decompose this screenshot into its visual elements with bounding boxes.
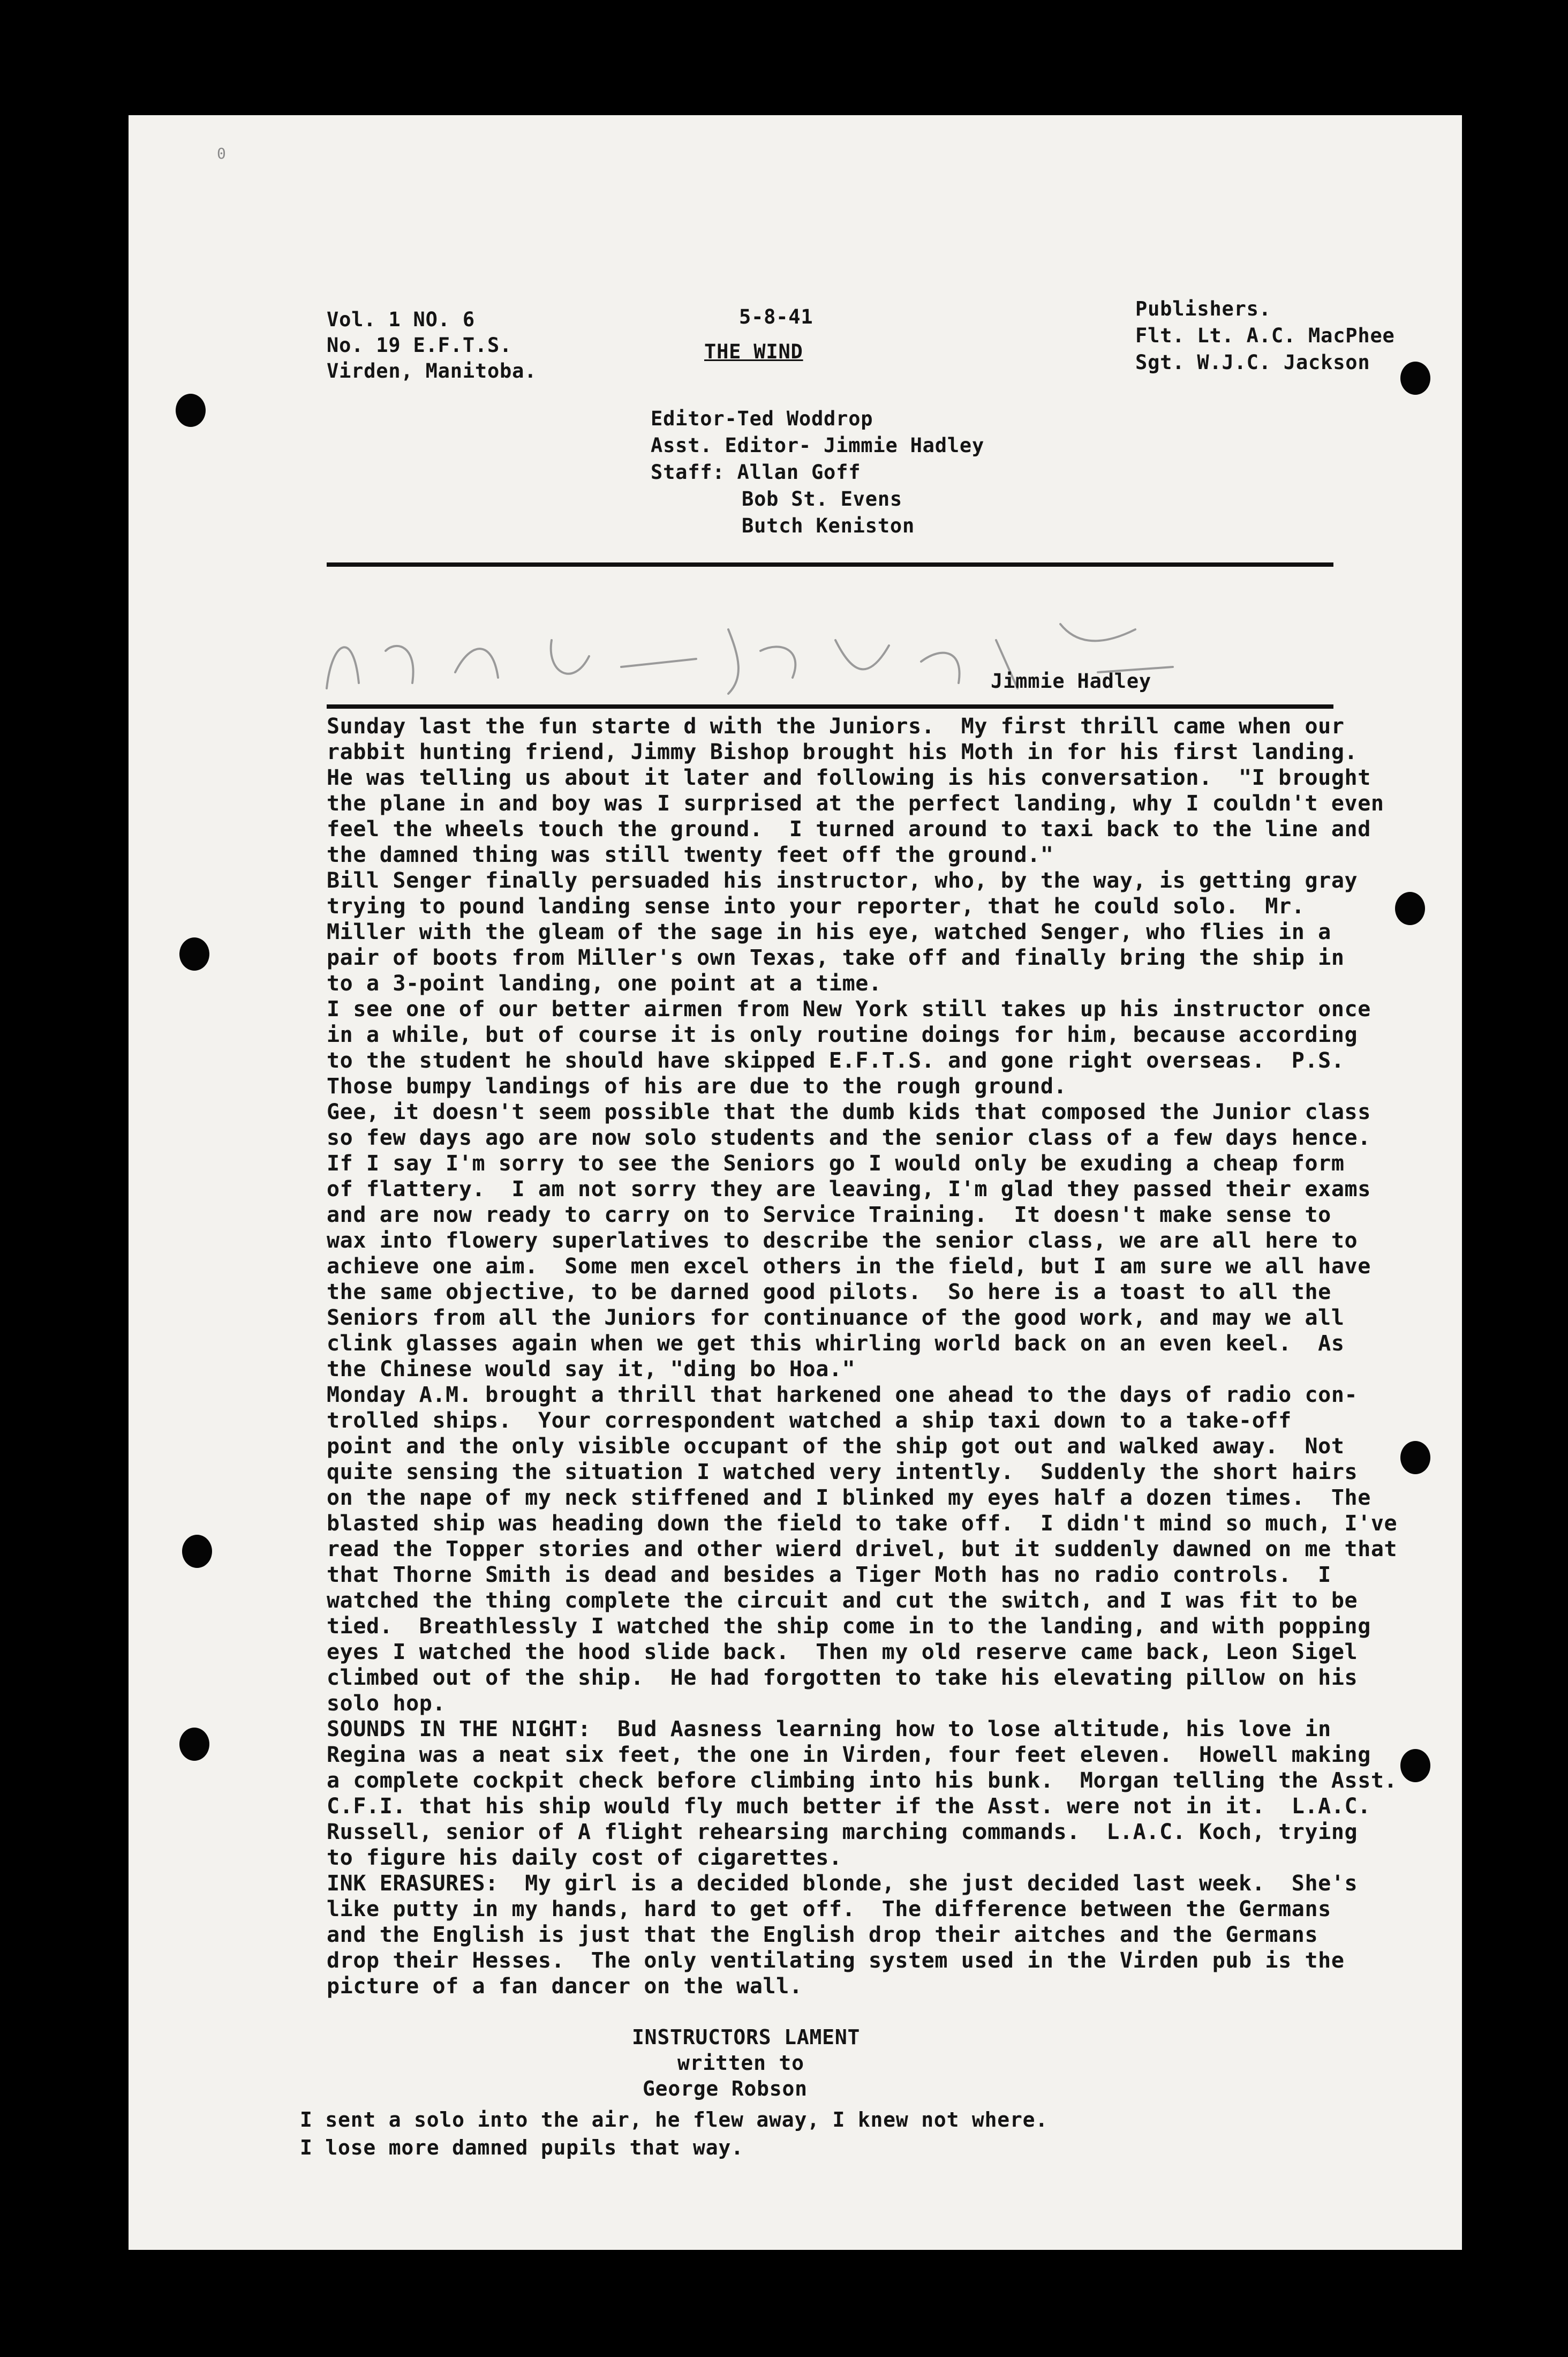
body-line: to a 3-point landing, one point at a time. xyxy=(327,971,882,996)
body-line: Monday A.M. brought a thrill that harkened one ahead to the days of radio con- xyxy=(327,1383,1358,1407)
staff-member: Butch Keniston xyxy=(742,514,915,537)
body-line: INK ERASURES: My girl is a decided blonde, she just decided last week. She's xyxy=(327,1871,1358,1896)
punch-hole-lower-right xyxy=(1400,1441,1430,1474)
issue-date: 5-8-41 xyxy=(739,305,813,328)
document-page xyxy=(129,115,1462,2250)
header-rule xyxy=(327,562,1333,567)
body-line: that Thorne Smith is dead and besides a Tiger Moth has no radio controls. I xyxy=(327,1563,1331,1587)
body-line: pair of boots from Miller's own Texas, take off and finally bring the ship in xyxy=(327,945,1345,970)
poem-author: George Robson xyxy=(643,2077,808,2100)
body-line: He was telling us about it later and following is his conversation. "I brought xyxy=(327,765,1371,790)
body-line: of flattery. I am not sorry they are leaving, I'm glad they passed their exams xyxy=(327,1177,1371,1202)
body-line: the plane in and boy was I surprised at the perfect landing, why I couldn't even xyxy=(327,791,1384,816)
body-line: rabbit hunting friend, Jimmy Bishop brought his Moth in for his first landing. xyxy=(327,740,1358,764)
body-line: quite sensing the situation I watched very intently. Suddenly the short hairs xyxy=(327,1460,1358,1484)
byline-rule xyxy=(327,704,1333,709)
publishers-label: Publishers. xyxy=(1135,297,1271,320)
body-line: picture of a fan dancer on the wall. xyxy=(327,1974,803,1999)
body-line: point and the only visible occupant of the ship got out and walked away. Not xyxy=(327,1434,1345,1459)
body-line: drop their Hesses. The only ventilating system used in the Virden pub is the xyxy=(327,1948,1345,1973)
body-line: clink glasses again when we get this whirling world back on an even keel. As xyxy=(327,1331,1345,1356)
body-line: and are now ready to carry on to Service Training. It doesn't make sense to xyxy=(327,1203,1331,1227)
location: Virden, Manitoba. xyxy=(327,359,537,382)
body-line: wax into flowery superlatives to describe the senior class, we are all here to xyxy=(327,1228,1358,1253)
body-line: Gee, it doesn't seem possible that the dumb kids that composed the Junior class xyxy=(327,1100,1371,1124)
punch-hole-bottom-left xyxy=(179,1728,209,1761)
publisher-1: Flt. Lt. A.C. MacPhee xyxy=(1135,324,1395,347)
punch-hole-top-right xyxy=(1400,362,1430,395)
school-number: No. 19 E.F.T.S. xyxy=(327,334,512,357)
body-line: Seniors from all the Juniors for continuance of the good work, and may we all xyxy=(327,1305,1345,1330)
body-line: climbed out of the ship. He had forgotten to take his elevating pillow on his xyxy=(327,1665,1358,1690)
body-line: solo hop. xyxy=(327,1691,446,1716)
body-line: watched the thing complete the circuit and cut the switch, and I was fit to be xyxy=(327,1588,1358,1613)
staff-member: Bob St. Evens xyxy=(742,487,902,511)
body-line: the damned thing was still twenty feet off the ground." xyxy=(327,843,1054,867)
body-line: blasted ship was heading down the field to take off. I didn't mind so much, I've xyxy=(327,1511,1398,1536)
poem-title: INSTRUCTORS LAMENT xyxy=(632,2025,861,2049)
body-line: to figure his daily cost of cigarettes. xyxy=(327,1845,842,1870)
body-line: feel the wheels touch the ground. I turned around to taxi back to the line and xyxy=(327,817,1371,842)
body-line: the same objective, to be darned good pilots. So here is a toast to all the xyxy=(327,1280,1331,1304)
body-line: read the Topper stories and other wierd drivel, but it suddenly dawned on me that xyxy=(327,1537,1398,1562)
body-line: trying to pound landing sense into your reporter, that he could solo. Mr. xyxy=(327,894,1305,919)
volume-number: Vol. 1 NO. 6 xyxy=(327,308,475,331)
body-line: to the student he should have skipped E.F.T.S. and gone right overseas. P.S. xyxy=(327,1048,1345,1073)
body-line: tied. Breathlessly I watched the ship come in to the landing, and with popping xyxy=(327,1614,1371,1639)
body-line: so few days ago are now solo students and the senior class of a few days hence. xyxy=(327,1125,1371,1150)
body-line: Sunday last the fun starte d with the Juniors. My first thrill came when our xyxy=(327,714,1345,739)
body-line: Those bumpy landings of his are due to the rough ground. xyxy=(327,1074,1067,1099)
punch-hole-top-left xyxy=(176,394,206,427)
punch-hole-upper-left xyxy=(179,937,209,971)
body-line: eyes I watched the hood slide back. Then my old reserve came back, Leon Sigel xyxy=(327,1640,1358,1664)
punch-hole-upper-right xyxy=(1395,892,1425,925)
body-line: Miller with the gleam of the sage in his eye, watched Senger, who flies in a xyxy=(327,920,1331,944)
body-line: trolled ships. Your correspondent watched a ship taxi down to a take-off xyxy=(327,1408,1292,1433)
staff-member: Staff: Allan Goff xyxy=(651,461,861,484)
body-line: on the nape of my neck stiffened and I blinked my eyes half a dozen times. The xyxy=(327,1485,1371,1510)
body-line: Bill Senger finally persuaded his instructor, who, by the way, is getting gray xyxy=(327,868,1358,893)
body-line: the Chinese would say it, "ding bo Hoa." xyxy=(327,1357,856,1382)
body-line: like putty in my hands, hard to get off. The difference between the Germans xyxy=(327,1897,1331,1921)
newsletter-title: THE WIND xyxy=(704,340,803,363)
publisher-2: Sgt. W.J.C. Jackson xyxy=(1135,351,1370,374)
punch-hole-lower-left xyxy=(182,1535,212,1568)
body-line: a complete cockpit check before climbing into his bunk. Morgan telling the Asst. xyxy=(327,1768,1398,1793)
body-line: achieve one aim. Some men excel others in the field, but I am sure we all have xyxy=(327,1254,1371,1279)
body-line: Regina was a neat six feet, the one in Virden, four feet eleven. Howell making xyxy=(327,1743,1371,1767)
body-line: in a while, but of course it is only routine doings for him, because according xyxy=(327,1023,1358,1047)
body-line: Russell, senior of A flight rehearsing marching commands. L.A.C. Koch, trying xyxy=(327,1820,1358,1844)
editor: Editor-Ted Woddrop xyxy=(651,407,873,430)
body-line: and the English is just that the English drop their aitches and the Germans xyxy=(327,1923,1318,1947)
punch-hole-bottom-right xyxy=(1400,1749,1430,1782)
body-line: I see one of our better airmen from New York still takes up his instructor once xyxy=(327,997,1371,1022)
corner-mark: 0 xyxy=(217,145,226,162)
assistant-editor: Asst. Editor- Jimmie Hadley xyxy=(651,434,985,457)
body-line: SOUNDS IN THE NIGHT: Bud Aasness learning how to lose altitude, his love in xyxy=(327,1717,1331,1742)
byline: Jimmie Hadley xyxy=(991,670,1151,693)
poem-line: I lose more damned pupils that way. xyxy=(300,2136,744,2159)
body-line: If I say I'm sorry to see the Seniors go I would only be exuding a cheap form xyxy=(327,1151,1345,1176)
body-line: C.F.I. that his ship would fly much better if the Asst. were not in it. L.A.C. xyxy=(327,1794,1371,1819)
poem-line: I sent a solo into the air, he flew away, I knew not where. xyxy=(300,2108,1048,2131)
poem-dedication: written to xyxy=(677,2051,804,2075)
